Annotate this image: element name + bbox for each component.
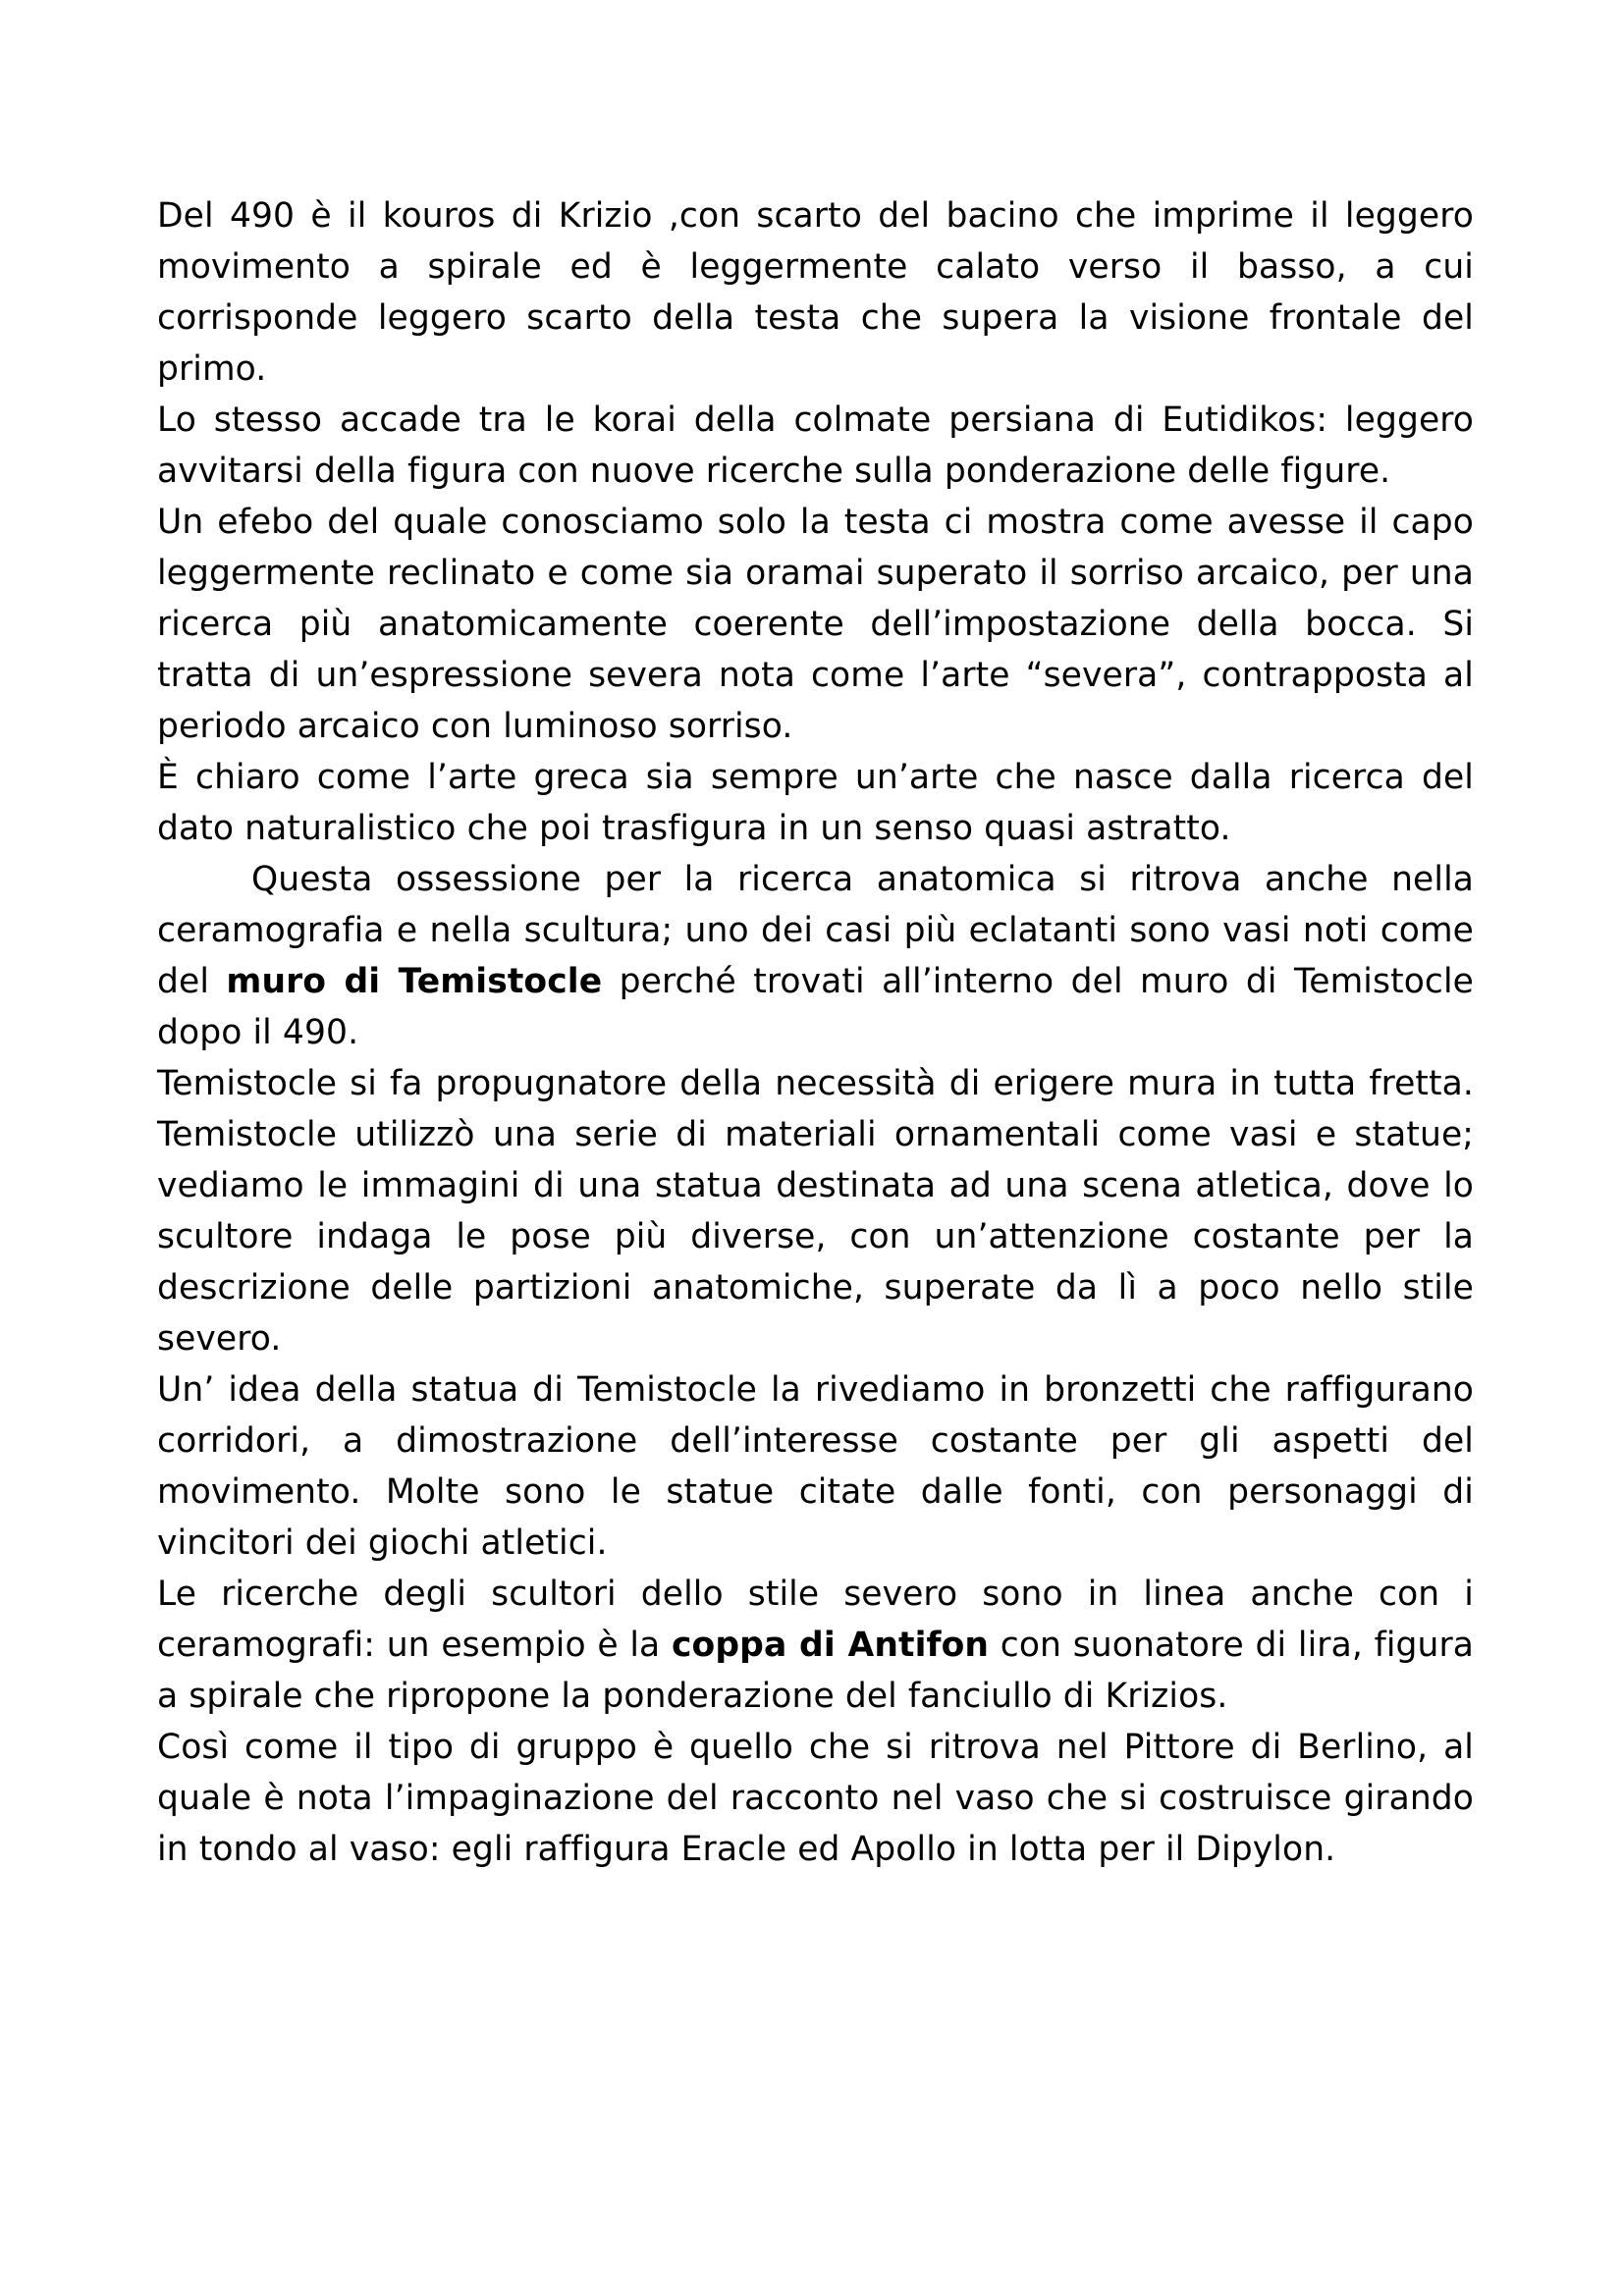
- paragraph: È chiaro come l’arte greca sia sempre un’arte che nasce dalla ricerca del dato naturalistico che poi trasfigura in un senso quasi astratto.: [157, 758, 1474, 848]
- paragraph: Lo stesso accade tra le korai della colmate persiana di Eutidikos: leggero avvitarsi della figura con nuove ricerche sulla ponderazione delle figure.: [157, 400, 1474, 491]
- paragraph-indented: [157, 854, 1474, 1058]
- paragraph-text: Questa ossessione per la ricerca anatomica si ritrova anche nella ceramografia e nella scultura; uno dei casi più eclatanti sono vasi noti come del: [157, 860, 1474, 1001]
- paragraph: Del 490 è il kouros di Krizio ,con scarto del bacino che imprime il leggero movimento a spirale ed è leggermente calato verso il basso, a cui corrisponde leggero scarto della testa che supera la visione frontale del primo.: [157, 196, 1474, 389]
- paragraph-text: perché trovati all’interno del muro di Temistocle dopo il 490.: [157, 962, 1474, 1052]
- paragraph: Un efebo del quale conosciamo solo la testa ci mostra come avesse il capo leggermente reclinato e come sia oramai superato il sorriso arcaico, per una ricerca più anatomicamente coerente dell’impostazione della bocca. Si tratta di un’espressione severa nota come l’arte “severa”, contrapposta al periodo arcaico con luminoso sorriso.: [157, 503, 1474, 746]
- paragraph: [157, 1569, 1474, 1722]
- bold-term-coppa-di-antifon: coppa di Antifon: [672, 1626, 990, 1665]
- bold-term-muro-di-temistocle: muro di Temistocle: [226, 962, 603, 1001]
- paragraph: Un’ idea della statua di Temistocle la rivediamo in bronzetti che raffigurano corridori, a dimostrazione dell’interesse costante per gli aspetti del movimento. Molte sono le statue citate dalle fonti, con personaggi di vincitori dei giochi atletici.: [157, 1370, 1474, 1563]
- paragraph: Così come il tipo di gruppo è quello che si ritrova nel Pittore di Berlino, al quale è nota l’impaginazione del racconto nel vaso che si costruisce girando in tondo al vaso: egli raffigura Eracle ed Apollo in lotta per il Dipylon.: [157, 1728, 1474, 1869]
- paragraph-text: Le ricerche degli scultori dello stile severo sono in linea anche con i ceramografi: un esempio è la: [157, 1575, 1474, 1665]
- page-body: [157, 190, 1474, 1875]
- paragraph-text: con suonatore di lira, figura a spirale che ripropone la ponderazione del fanciullo di Krizios.: [157, 1626, 1474, 1716]
- paragraph: Temistocle si fa propugnatore della necessità di erigere mura in tutta fretta. Temistocle utilizzò una serie di materiali ornamentali come vasi e statue; vediamo le immagini di una statua destinata ad una scena atletica, dove lo scultore indaga le pose più diverse, con un’attenzione costante per la descrizione delle partizioni anatomiche, superate da lì a poco nello stile severo.: [157, 1064, 1474, 1359]
